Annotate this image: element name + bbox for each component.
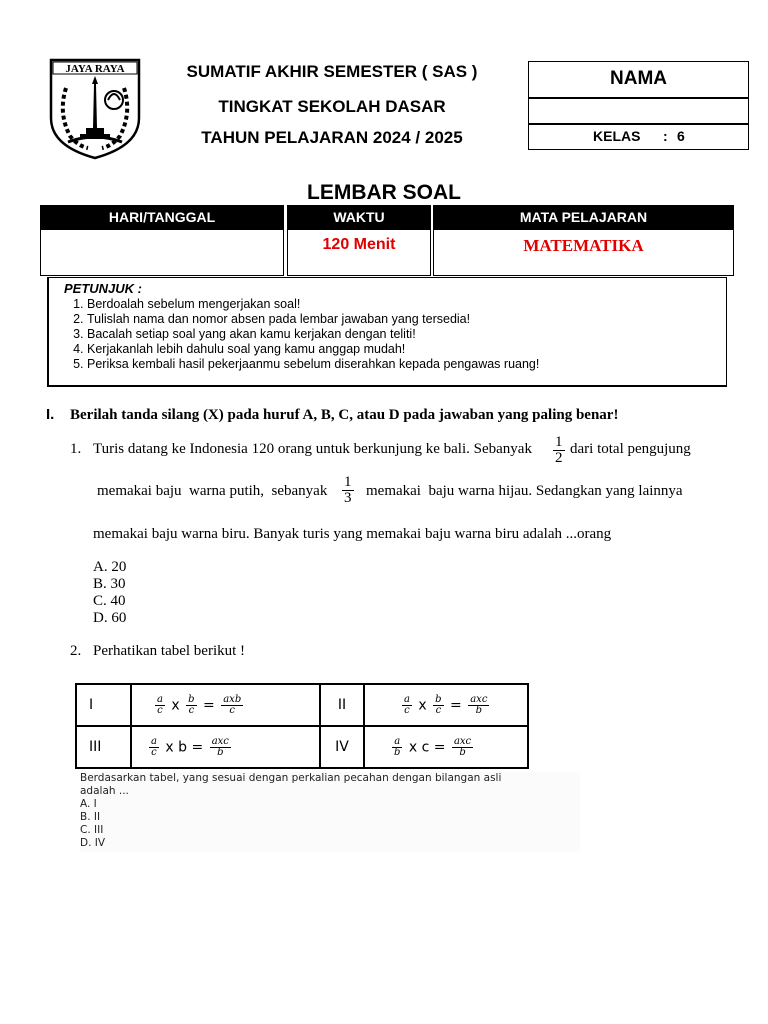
- subject-cell: [433, 229, 734, 276]
- name-label: NAMA: [610, 68, 667, 89]
- day-date-header: HARI/TANGGAL: [40, 205, 284, 229]
- school-level: TINGKAT SEKOLAH DASAR: [218, 97, 446, 116]
- academic-year: TAHUN PELAJARAN 2024 / 2025: [201, 128, 463, 147]
- question-1-line2: memakai baju warna putih, sebanyak: [97, 483, 328, 499]
- option-c[interactable]: C. III: [80, 824, 104, 836]
- question-1-options: [93, 559, 126, 627]
- label-ii: II: [320, 684, 364, 726]
- option-d[interactable]: D. IV: [80, 837, 106, 849]
- time-cell: [287, 229, 431, 276]
- followup-line1: Berdasarkan tabel, yang sesuai dengan perkalian pecahan dengan bilangan asli: [80, 772, 502, 784]
- instructions-list: [63, 297, 539, 372]
- question-2-number: 2.: [70, 643, 82, 659]
- option-b[interactable]: B. 30: [93, 576, 126, 592]
- exam-title: SUMATIF AKHIR SEMESTER ( SAS ): [186, 62, 478, 81]
- question-1-line2-end: memakai baju warna hijau. Sedangkan yang lainnya: [366, 483, 683, 499]
- option-c[interactable]: C. 40: [93, 593, 126, 609]
- fraction-table: [75, 683, 529, 769]
- label-i: I: [76, 684, 131, 726]
- instructions-title: PETUNJUK :: [64, 281, 143, 296]
- day-date-cell[interactable]: [40, 229, 284, 276]
- question-1-line1: Turis datang ke Indonesia 120 orang untuk berkunjung ke bali. Sebanyak: [93, 441, 532, 457]
- option-a[interactable]: A. 20: [93, 559, 127, 575]
- section-instruction: Berilah tanda silang (X) pada huruf A, B, C, atau D pada jawaban yang paling benar!: [70, 407, 619, 423]
- expression-ii: $\frac{a}{c}$ x $\frac{b}{c}$ = $\frac{\text{axc}}{b}$: [364, 684, 528, 726]
- subject-header: MATA PELAJARAN: [433, 205, 734, 229]
- class-separator: :: [663, 128, 668, 144]
- jaya-raya-emblem-icon: [48, 58, 142, 160]
- expression-iii: $\frac{a}{c}$ x b = $\frac{\text{axc}}{b}$: [131, 726, 320, 768]
- time-value: 120 Menit: [322, 236, 396, 253]
- class-value: 6: [677, 128, 685, 144]
- expression-iv: $\frac{a}{b}$ x c = $\frac{\text{axc}}{b}$: [364, 726, 528, 768]
- instruction-item: 1. Berdoalah sebelum mengerjakan soal!: [87, 297, 539, 312]
- label-iv: IV: [320, 726, 364, 768]
- question-2-followup: [80, 772, 580, 852]
- instruction-item: 2. Tulislah nama dan nomor absen pada lembar jawaban yang tersedia!: [87, 312, 539, 327]
- question-1-number: 1.: [70, 441, 82, 457]
- logo-text: JAYA RAYA: [65, 63, 125, 75]
- name-label-box: [528, 61, 749, 99]
- instructions-box: [47, 277, 727, 387]
- question-1-line1-end: dari total pengujung: [570, 441, 691, 457]
- school-logo: [48, 58, 142, 160]
- fraction-one-third: $\frac{1}{3}$: [344, 474, 352, 506]
- page-title: LEMBAR SOAL: [307, 181, 461, 204]
- expression-i: $\frac{a}{c}$ x $\frac{b}{c}$ = $\frac{\text{axb}}{c}$: [131, 684, 320, 726]
- time-header: WAKTU: [287, 205, 431, 229]
- table-row: [76, 726, 528, 768]
- subject-value: MATEMATIKA: [523, 236, 644, 255]
- question-1-line3: memakai baju warna biru. Banyak turis yang memakai baju warna biru adalah ...orang: [93, 526, 612, 542]
- option-b[interactable]: B. II: [80, 811, 101, 823]
- section-number: I.: [46, 406, 55, 423]
- class-label: KELAS: [593, 128, 641, 144]
- instruction-item: 5. Periksa kembali hasil pekerjaanmu sebelum diserahkan kepada pengawas ruang!: [87, 357, 539, 372]
- instruction-item: 3. Bacalah setiap soal yang akan kamu kerjakan dengan teliti!: [87, 327, 539, 342]
- question-2-text: Perhatikan tabel berikut !: [93, 643, 246, 659]
- table-row: [76, 684, 528, 726]
- option-a[interactable]: A. I: [80, 798, 97, 810]
- name-field[interactable]: [528, 97, 749, 125]
- label-iii: III: [76, 726, 131, 768]
- instruction-item: 4. Kerjakanlah lebih dahulu soal yang kamu anggap mudah!: [87, 342, 539, 357]
- class-field: [528, 123, 749, 150]
- option-d[interactable]: D. 60: [93, 610, 127, 626]
- followup-line2: adalah ...: [80, 785, 129, 797]
- fraction-one-half: $\frac{1}{2}$: [555, 434, 563, 466]
